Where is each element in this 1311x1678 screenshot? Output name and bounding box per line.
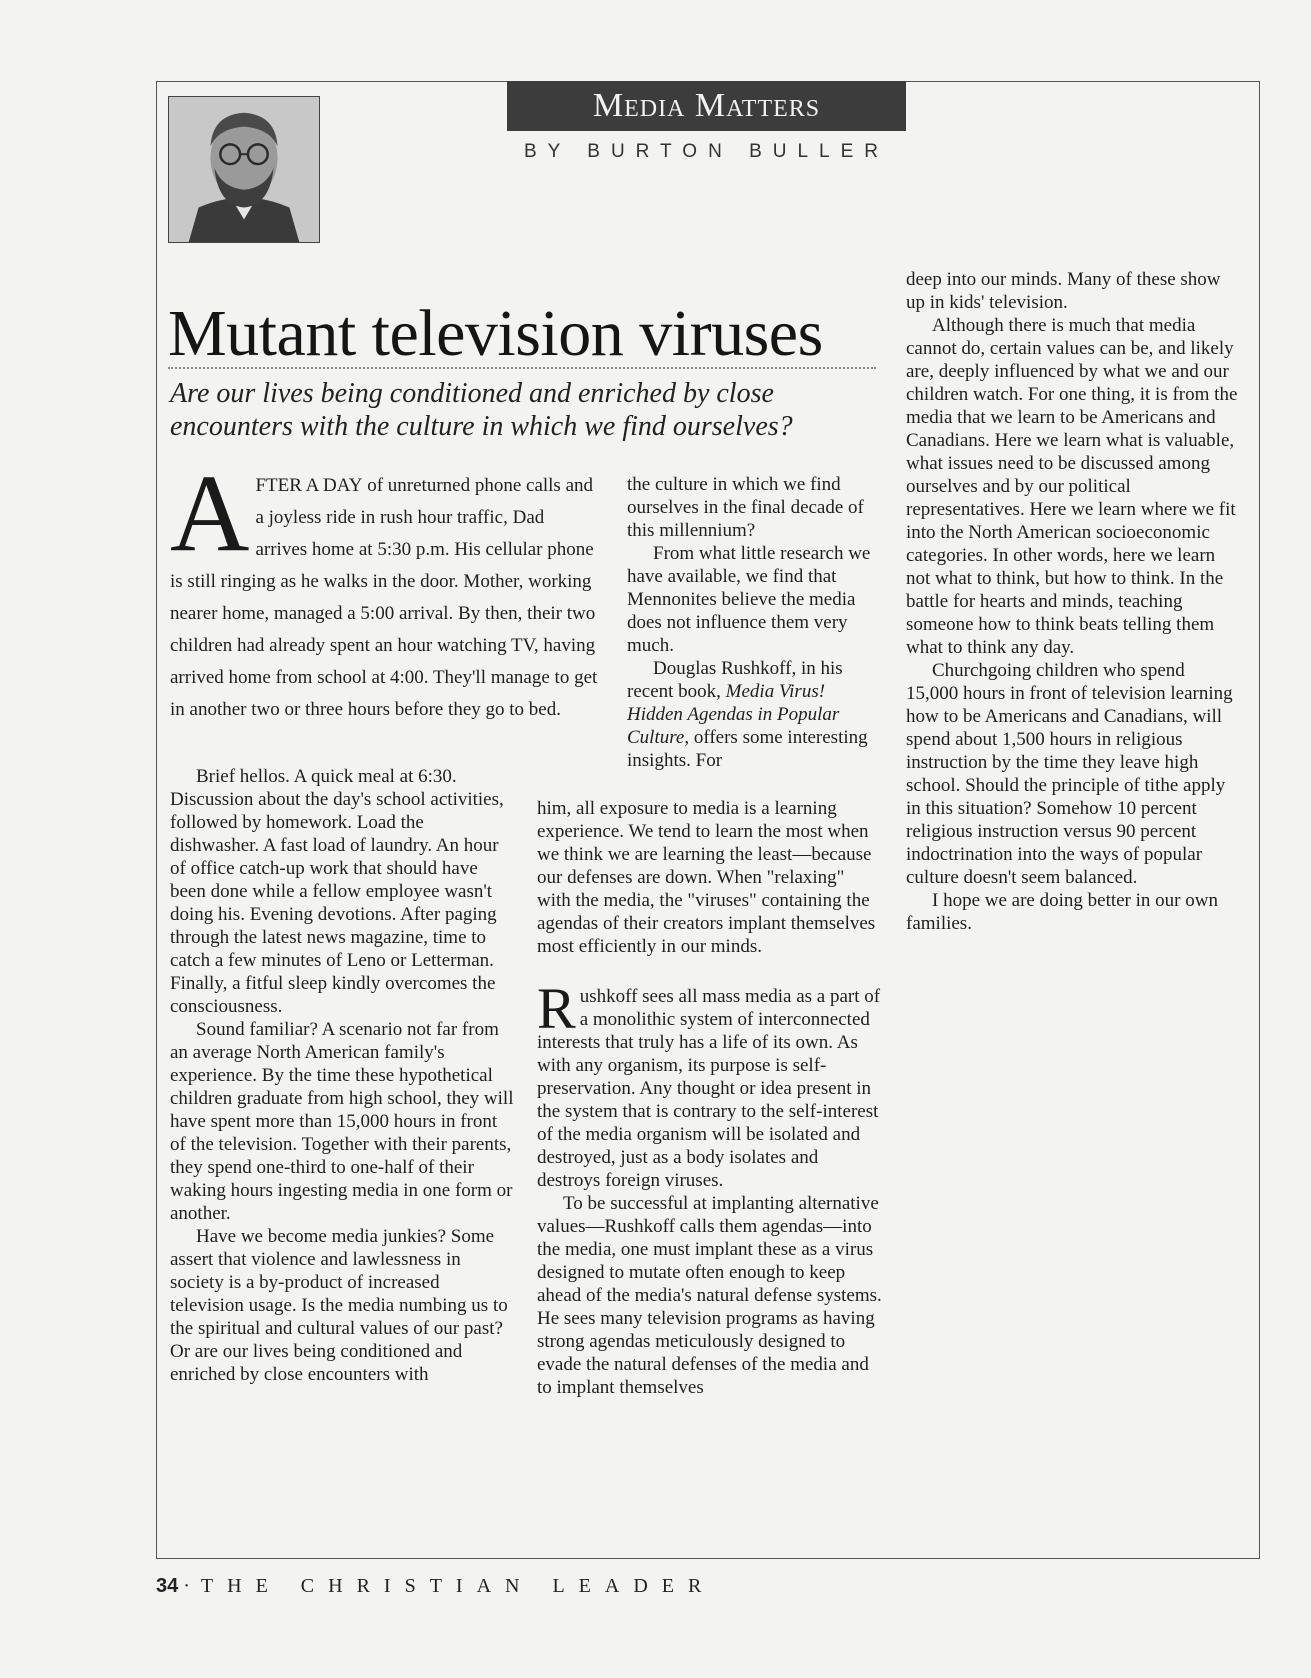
author-photo [168,96,320,243]
article-title: Mutant television viruses [168,297,823,370]
column-2-bottom [537,797,882,1399]
section-2-text: ushkoff sees all mass media as a part of a monolithic system of interconnected interests that truly has a life of its own. As with any organism, its purpose is self-preservation. Any thought or idea present in the system that is contrary to the self-interest of the media organism will be isolated and destroyed, just as a body isolates and destroys foreign viruses. [537,986,881,1191]
lead-caps: FTER A DAY [255,475,363,496]
lead-paragraph [170,452,600,726]
paragraph: him, all exposure to media is a learning experience. We tend to learn the most when we think we are learning the least—because our defenses are down. When "relaxing" with the media, the "viruses" containing the agendas of their creators implant themselves most efficiently in our minds. [537,798,876,957]
column-2-top [627,473,880,772]
article-subtitle: Are our lives being conditioned and enriched by close encounters with the culture in which we find ourselves? [170,378,793,442]
section-2-first [537,976,882,1192]
title-divider [168,367,876,369]
paragraph: Churchgoing children who spend 15,000 hours in front of television learning how to be Americans and Canadians, will spend about 1,500 hours in religious instruction by the time they leave high school. Should the principle of tithe apply in this situation? Somehow 10 percent religious instruction versus 90 percent indoctrination into the ways of popular culture doesn't seem balanced. [906,660,1233,888]
footer-separator: · [183,1575,190,1597]
paragraph: I hope we are doing better in our own families. [906,890,1218,934]
rushkoff-rest-head: , offers some interesting insights. For [627,727,868,771]
paragraph: the culture in which we find ourselves in the final decade of this millennium? [627,474,864,541]
rushkoff-intro: Douglas Rushkoff, in his recent book, [627,658,843,702]
paragraph-rushkoff [627,657,880,772]
paragraph: Sound familiar? A scenario not far from an average North American family's experience. By the time these hypothetical children graduate from high school, they will have spent more than 15,000 hours in front of the television. Together with their parents, they spend one-third to one-half of their waking hours ingesting media in one form or another. [170,1019,514,1224]
drop-cap-r: R [537,976,576,1041]
column-1 [170,765,514,1386]
page-footer [156,1575,715,1598]
paragraph: To be successful at implanting alternative values—Rushkoff calls them agendas—into the media, one must implant these as a virus designed to mutate often enough to keep ahead of the media's natural defense systems. He sees many television programs as having strong agendas meticulously designed to evade the natural defenses of the media and to implant themselves [537,1193,882,1398]
paragraph: Although there is much that media cannot do, certain values can be, and likely are, deeply influenced by what we and our children watch. For one thing, it is from the media that we learn to be Americans and Canadians. Here we learn what is valuable, what issues need to be discussed among ourselves and by our political representatives. Here we learn where we fit into the North American socioeconomic categories. In other words, here we learn not what to think, but how to think. In the battle for hearts and minds, teaching someone how to think beats telling them what to think any day. [906,315,1238,658]
paragraph: Brief hellos. A quick meal at 6:30. Discussion about the day's school activities, followed by homework. Load the dishwasher. A fast load of laundry. An hour of office catch-up work that should have been done while a fellow employee wasn't doing his. Evening devotions. After paging through the latest news magazine, time to catch a few minutes of Leno or Letterman. Finally, a fitful sleep kindly overcomes the consciousness. [170,766,504,1017]
paragraph: From what little research we have available, we find that Mennonites believe the media does not influence them very much. [627,543,871,656]
publication-name: THE CHRISTIAN LEADER [200,1575,716,1597]
paragraph: Have we become media junkies? Some assert that violence and lawlessness in society is a by-product of increased television usage. Is the media numbing us to the spiritual and cultural values of our past? Or are our lives being conditioned and enriched by close encounters with [170,1226,508,1385]
byline: BY BURTON BULLER [523,141,890,162]
paragraph: deep into our minds. Many of these show up in kids' television. [906,269,1221,313]
drop-cap-a: A [170,452,250,574]
page-number: 34 [156,1575,179,1597]
column-3 [906,268,1238,935]
book-title: Media Virus! Hidden Agendas in Popular Culture [627,681,840,748]
column-masthead: Media Matters [507,81,906,131]
lead-text: of unreturned phone calls and a joyless ride in rush hour traffic, Dad arrives home at 5:30 p.m. His cellular phone is still ringing as he walks in the door. Mother, working nearer home, managed a 5:00 arrival. By then, their two children had already spent an hour watching TV, having arrived home from school at 4:00. They'll manage to get in another two or three hours before they go to bed. [170,475,598,720]
